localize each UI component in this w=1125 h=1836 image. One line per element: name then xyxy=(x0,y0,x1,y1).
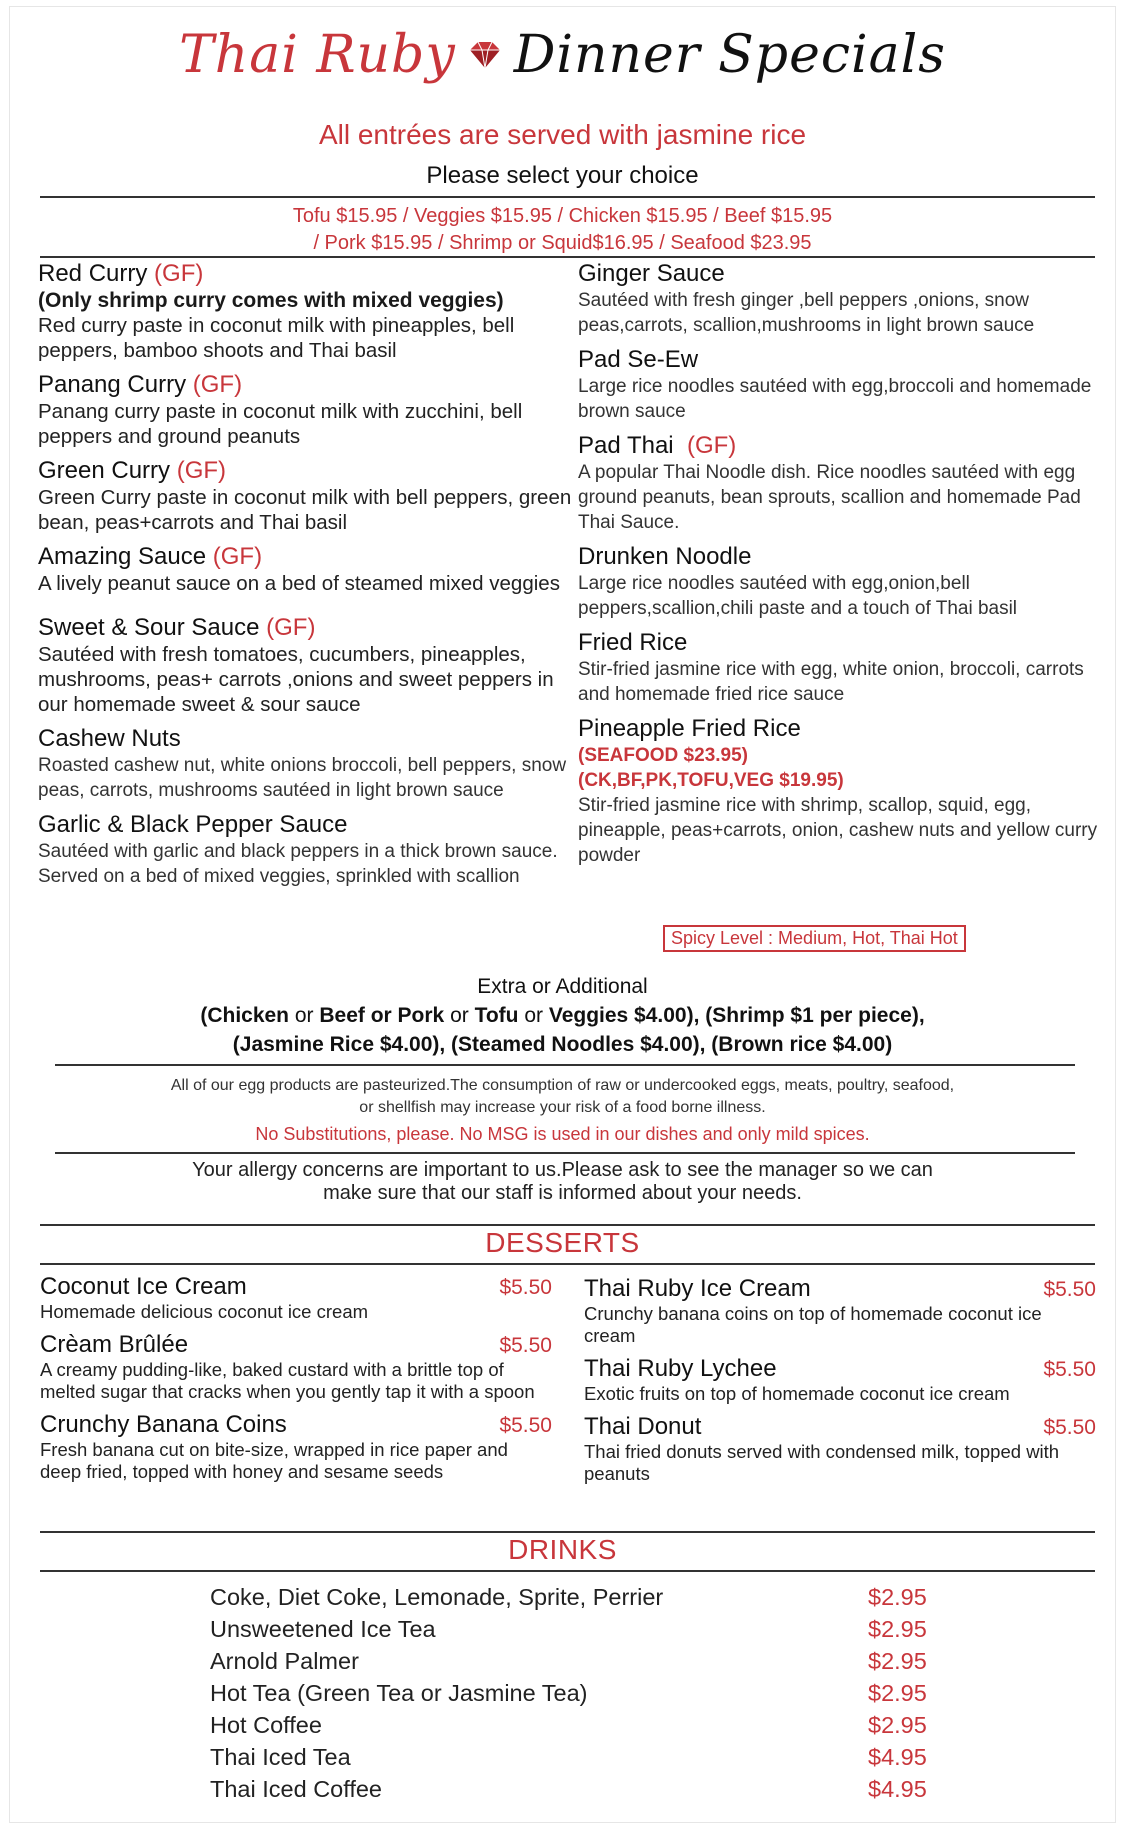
extra-line-2: (Jasmine Rice $4.00), (Steamed Noodles $4.00), (Brown rice $4.00) xyxy=(232,1033,893,1056)
item-description: Sautéed with garlic and black peppers in a thick brown sauce. Served on a bed of mixed veggies, sprinkled with scallion xyxy=(38,841,558,887)
dessert-price: $5.50 xyxy=(1043,1358,1096,1381)
item-description: Stir-fried jasmine rice with shrimp, scallop, squid, egg, pineapple, peas+carrots, onion, cashew nuts and yellow curry powder xyxy=(578,795,1098,866)
item-description: Roasted cashew nut, white onions broccoli, bell peppers, snow peas, carrots, mushrooms sautéed in light brown sauce xyxy=(38,755,567,801)
entrees-left-column xyxy=(38,260,578,897)
menu-title xyxy=(179,25,946,85)
dessert-description: Fresh banana cut on bite-size, wrapped in rice paper and deep fried, topped with honey and sesame seeds xyxy=(40,1439,508,1482)
notice-line-2: or shellfish may increase your risk of a food borne illness. xyxy=(359,1099,766,1116)
dessert-name: Thai Ruby Ice Cream xyxy=(584,1275,811,1302)
menu-item-cashew-nuts xyxy=(38,725,578,803)
menu-header xyxy=(10,25,1115,105)
menu-item-pad-se-ew xyxy=(578,346,1098,424)
divider xyxy=(55,1064,1075,1066)
dessert-item xyxy=(584,1275,1096,1347)
drink-price: $2.95 xyxy=(868,1584,927,1610)
entrees-right-column xyxy=(578,260,1098,876)
item-name: Ginger Sauce xyxy=(578,260,725,287)
drink-price: $2.95 xyxy=(868,1680,927,1706)
gf-tag: (GF) xyxy=(176,457,227,484)
item-description: A lively peanut sauce on a bed of steamed mixed veggies xyxy=(38,572,560,595)
item-name: Sweet & Sour Sauce xyxy=(38,614,260,641)
item-name: Amazing Sauce xyxy=(38,543,207,570)
dessert-name: Crèam Brûlée xyxy=(40,1331,189,1358)
dessert-price: $5.50 xyxy=(1043,1416,1096,1439)
prices-line-1: Tofu $15.95 / Veggies $15.95 / Chicken $15.95 / Beef $15.95 xyxy=(292,205,833,227)
protein-prices xyxy=(10,203,1115,257)
item-name: Green Curry xyxy=(38,457,171,484)
dessert-item xyxy=(584,1355,1096,1405)
item-description: Panang curry paste in coconut milk with zucchini, bell peppers and ground peanuts xyxy=(38,400,523,448)
item-name: Fried Rice xyxy=(578,629,688,656)
dessert-description: Homemade delicious coconut ice cream xyxy=(40,1301,369,1322)
drink-price: $4.95 xyxy=(868,1776,927,1802)
desserts-heading: DESSERTS xyxy=(485,1227,640,1258)
dessert-price: $5.50 xyxy=(499,1334,552,1357)
dessert-item xyxy=(40,1273,552,1323)
extra-text: Veggies $4.00), (Shrimp $1 per piece), xyxy=(548,1004,925,1027)
item-name: Pad Se-Ew xyxy=(578,346,699,373)
allergy-line-2: make sure that our staff is informed about your needs. xyxy=(323,1182,802,1204)
drinks-heading: DRINKS xyxy=(508,1534,617,1565)
drink-price: $2.95 xyxy=(868,1712,927,1738)
dessert-item xyxy=(40,1331,552,1403)
drink-item xyxy=(210,1741,930,1773)
item-name: Pineapple Fried Rice xyxy=(578,715,801,742)
menu-item-red-curry xyxy=(38,260,578,363)
drink-price: $2.95 xyxy=(868,1616,927,1642)
item-name: Panang Curry xyxy=(38,371,187,398)
dessert-name: Coconut Ice Cream xyxy=(40,1273,247,1300)
dessert-description: Crunchy banana coins on top of homemade coconut ice cream xyxy=(584,1303,1042,1346)
item-name: Red Curry xyxy=(38,260,148,287)
item-description: Sautéed with fresh ginger ,bell peppers ,onions, snow peas,carrots, scallion,mushrooms in light brown sauce xyxy=(578,290,1035,336)
menu-item-panang-curry xyxy=(38,371,578,449)
menu-item-amazing-sauce xyxy=(38,543,578,596)
dessert-description: Exotic fruits on top of homemade coconut ice cream xyxy=(584,1383,1010,1404)
gf-tag: (GF) xyxy=(686,432,737,459)
menu-item-garlic-pepper xyxy=(38,811,578,889)
item-note: (Only shrimp curry comes with mixed veggies) xyxy=(38,289,504,312)
drinks-list xyxy=(210,1581,930,1805)
item-description: A popular Thai Noodle dish. Rice noodles sautéed with egg ground peanuts, bean sprouts, scallion and homemade Pad Thai Sauce. xyxy=(578,462,1081,533)
extra-line-1 xyxy=(10,1001,1115,1030)
dessert-description: A creamy pudding-like, baked custard with a brittle top of melted sugar that cracks when you gently tap it with a spoon xyxy=(40,1359,535,1402)
extra-title: Extra or Additional xyxy=(477,975,648,998)
drink-name: Coke, Diet Coke, Lemonade, Sprite, Perrier xyxy=(210,1584,664,1610)
menu-page xyxy=(10,7,1115,1822)
menu-item-ginger-sauce xyxy=(578,260,1098,338)
dessert-description: Thai fried donuts served with condensed milk, topped with peanuts xyxy=(584,1441,1060,1484)
drink-item xyxy=(210,1581,930,1613)
menu-item-green-curry xyxy=(38,457,578,535)
menu-item-sweet-sour xyxy=(38,614,578,717)
drink-name: Hot Coffee xyxy=(210,1712,322,1738)
extra-or: or xyxy=(444,1004,475,1027)
drink-item xyxy=(210,1677,930,1709)
notice-line-1: All of our egg products are pasteurized.The consumption of raw or undercooked eggs, meats, poultry, seafood, xyxy=(170,1077,955,1094)
ruby-gem-icon xyxy=(466,40,504,70)
drink-item xyxy=(210,1709,930,1741)
no-msg-notice: No Substitutions, please. No MSG is used in our dishes and only mild spices. xyxy=(255,1124,870,1144)
item-price-other: (CK,BF,PK,TOFU,VEG $19.95) xyxy=(578,770,844,791)
dessert-price: $5.50 xyxy=(499,1414,552,1437)
gf-tag: (GF) xyxy=(154,260,204,287)
drink-price: $4.95 xyxy=(868,1744,927,1770)
gf-tag: (GF) xyxy=(266,614,316,641)
dessert-name: Thai Donut xyxy=(584,1413,702,1440)
allergy-line-1: Your allergy concerns are important to us.Please ask to see the manager so we can xyxy=(192,1159,933,1181)
divider xyxy=(55,1152,1075,1154)
divider xyxy=(40,1263,1095,1265)
drink-name: Thai Iced Coffee xyxy=(210,1776,383,1802)
drink-name: Unsweetened Ice Tea xyxy=(210,1616,436,1642)
item-description: Red curry paste in coconut milk with pineapples, bell peppers, bamboo shoots and Thai basil xyxy=(38,314,515,362)
extra-additional xyxy=(10,972,1115,1059)
desserts-right-column xyxy=(584,1275,1096,1493)
select-instruction: Please select your choice xyxy=(426,162,699,189)
dessert-price: $5.50 xyxy=(1043,1278,1096,1301)
gf-tag: (GF) xyxy=(192,371,243,398)
dessert-price: $5.50 xyxy=(499,1276,552,1299)
drink-name: Arnold Palmer xyxy=(210,1648,359,1674)
dessert-name: Thai Ruby Lychee xyxy=(584,1355,777,1382)
drink-price: $2.95 xyxy=(868,1648,927,1674)
item-name: Garlic & Black Pepper Sauce xyxy=(38,811,348,838)
item-name: Cashew Nuts xyxy=(38,725,181,752)
menu-item-pineapple-fried-rice xyxy=(578,715,1098,868)
allergy-notice xyxy=(10,1159,1115,1205)
dessert-item xyxy=(584,1413,1096,1485)
extra-text: Beef or Pork xyxy=(319,1004,445,1027)
dessert-name: Crunchy Banana Coins xyxy=(40,1411,287,1438)
item-description: Large rice noodles sautéed with egg,broccoli and homemade brown sauce xyxy=(578,376,1092,422)
extra-text: (Chicken xyxy=(200,1004,290,1027)
item-description: Green Curry paste in coconut milk with bell peppers, green bean, peas+carrots and Thai basil xyxy=(38,486,572,534)
extra-or: or xyxy=(518,1004,549,1027)
extra-text: Tofu xyxy=(474,1004,519,1027)
drink-name: Thai Iced Tea xyxy=(210,1744,351,1770)
dessert-item xyxy=(40,1411,552,1483)
brand-name: Thai Ruby xyxy=(179,25,456,85)
gf-tag: (GF) xyxy=(212,543,263,570)
item-description: Sautéed with fresh tomatoes, cucumbers, pineapples, mushrooms, peas+ carrots ,onions and sweet peppers in our homemade sweet & sour sauce xyxy=(38,643,554,716)
title-dinner-specials: Dinner Specials xyxy=(513,25,946,85)
menu-item-drunken-noodle xyxy=(578,543,1098,621)
drink-item xyxy=(210,1613,930,1645)
item-name: Pad Thai xyxy=(578,432,674,459)
drink-item xyxy=(210,1645,930,1677)
desserts-left-column xyxy=(40,1273,552,1491)
drink-name: Hot Tea (Green Tea or Jasmine Tea) xyxy=(210,1680,588,1706)
prices-line-2: / Pork $15.95 / Shrimp or Squid$16.95 / Seafood $23.95 xyxy=(313,232,812,254)
item-name: Drunken Noodle xyxy=(578,543,752,570)
spicy-level-box: Spicy Level : Medium, Hot, Thai Hot xyxy=(663,925,966,952)
divider xyxy=(40,1224,1095,1226)
item-description: Stir-fried jasmine rice with egg, white onion, broccoli, carrots and homemade fried rice sauce xyxy=(578,659,1084,705)
divider xyxy=(40,1531,1095,1533)
drink-item xyxy=(210,1773,930,1805)
item-description: Large rice noodles sautéed with egg,onion,bell peppers,scallion,chili paste and a touch of Thai basil xyxy=(578,573,1018,619)
extra-or: or xyxy=(289,1004,320,1027)
item-price-seafood: (SEAFOOD $23.95) xyxy=(578,745,748,766)
menu-item-fried-rice xyxy=(578,629,1098,707)
food-safety-notice xyxy=(10,1075,1115,1119)
subtitle: All entrées are served with jasmine rice xyxy=(318,119,807,150)
menu-item-pad-thai xyxy=(578,432,1098,535)
divider xyxy=(40,256,1095,258)
divider xyxy=(40,1570,1095,1572)
divider xyxy=(40,196,1095,198)
